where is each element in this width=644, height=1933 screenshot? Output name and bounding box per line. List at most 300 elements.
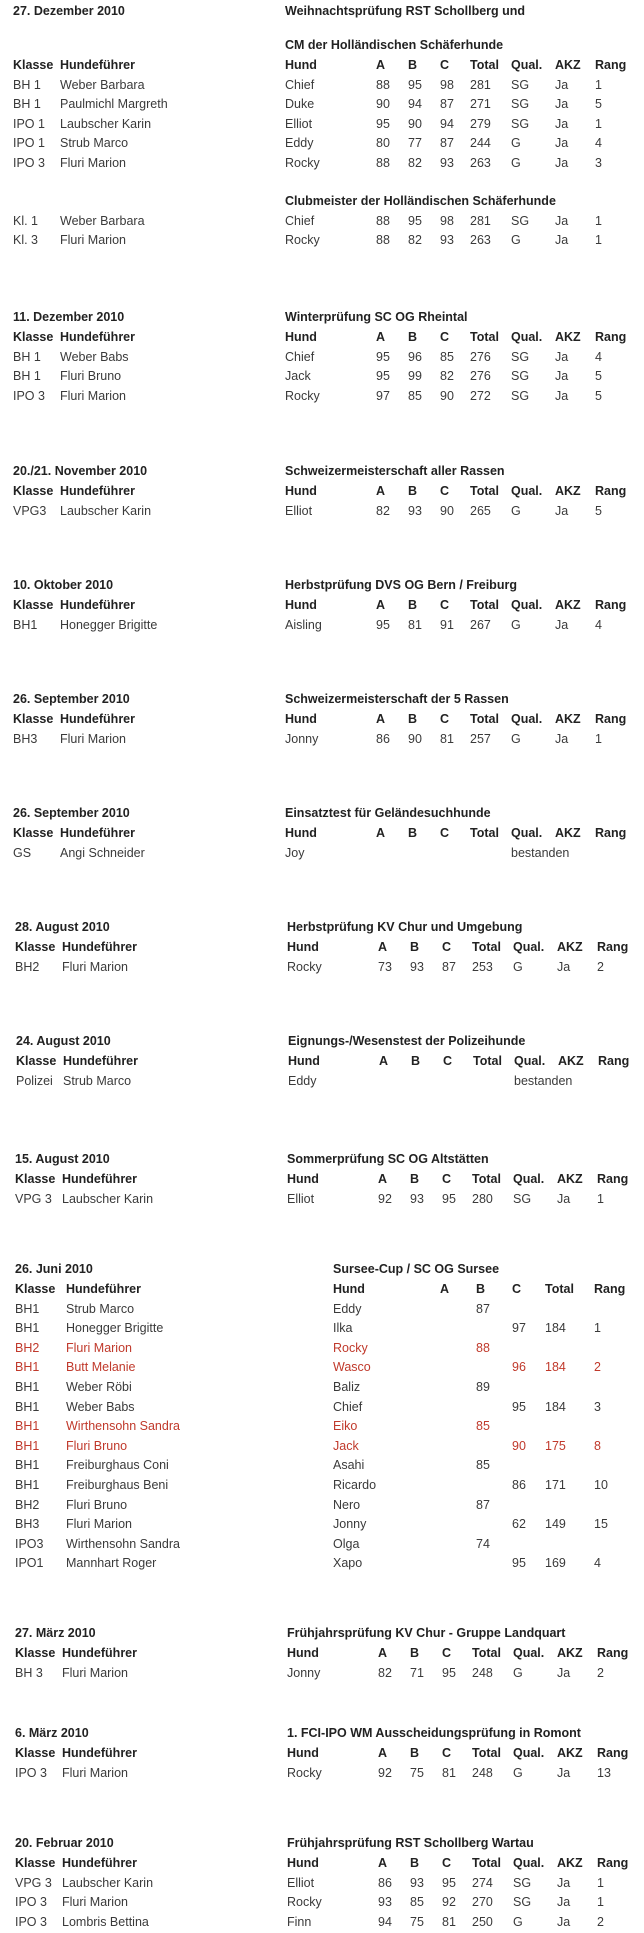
cell-klasse: VPG3 <box>13 503 47 518</box>
event-title: Schweizermeisterschaft aller Rassen <box>285 464 505 478</box>
header-hund: Hund <box>287 1856 319 1870</box>
cell-akz: Ja <box>555 233 569 248</box>
cell-b: 88 <box>476 1340 490 1355</box>
cell-c: 87 <box>442 959 456 974</box>
header-qual: Qual. <box>511 598 543 612</box>
cell-total: 267 <box>470 617 491 632</box>
cell-akz: Ja <box>555 156 569 170</box>
cell-hundefuehrer: Weber Babs <box>66 1399 135 1414</box>
header-qual: Qual. <box>511 712 543 726</box>
header-hund: Hund <box>287 1746 319 1760</box>
cell-hundefuehrer: Laubscher Karin <box>62 1191 154 1206</box>
cell-klasse: BH1 <box>13 617 38 632</box>
event-date: 10. Oktober 2010 <box>13 578 114 592</box>
cell-rang: 10 <box>594 1478 608 1492</box>
cell-a: 88 <box>376 233 390 248</box>
cell-total: 263 <box>470 156 491 170</box>
event-title: Einsatztest für Geländesuchhunde <box>285 806 491 820</box>
cell-hundefuehrer: Weber Barbara <box>60 213 145 228</box>
header-klasse: Klasse <box>15 1746 56 1760</box>
cell-hundefuehrer: Honegger Brigitte <box>66 1321 164 1336</box>
cell-total: 184 <box>545 1399 566 1414</box>
cell-hund: Chief <box>333 1399 363 1414</box>
cell-akz: Ja <box>555 349 569 364</box>
cell-hundefuehrer: Weber Röbi <box>66 1380 132 1394</box>
header-c: C <box>442 1856 452 1870</box>
header-a: A <box>379 1054 389 1068</box>
cell-hundefuehrer: Fluri Marion <box>66 1340 132 1355</box>
cell-hund: Asahi <box>333 1458 365 1473</box>
cell-rang: 2 <box>597 959 604 974</box>
header-rang: Rang <box>595 598 627 612</box>
cell-b: 82 <box>408 156 422 170</box>
cell-hundefuehrer: Angi Schneider <box>60 845 145 860</box>
cell-b: 85 <box>408 388 422 403</box>
cell-klasse: Kl. 1 <box>13 213 39 228</box>
cell-total: 270 <box>472 1895 493 1910</box>
header-hundefuehrer: Hundeführer <box>60 598 135 612</box>
header-total: Total <box>472 940 501 954</box>
header-klasse: Klasse <box>15 940 56 954</box>
header-rang: Rang <box>594 1282 626 1296</box>
header-c: C <box>440 330 450 344</box>
header-hundefuehrer: Hundeführer <box>63 1054 138 1068</box>
cell-rang: 1 <box>597 1875 604 1890</box>
cell-klasse: BH 1 <box>13 77 41 92</box>
cell-hundefuehrer: Laubscher Karin <box>60 116 152 131</box>
event-date: 28. August 2010 <box>15 920 110 934</box>
cell-rang: 15 <box>594 1517 608 1532</box>
cell-c: 98 <box>440 213 454 228</box>
header-qual: Qual. <box>513 1646 545 1660</box>
cell-hund: Elliot <box>287 1191 315 1206</box>
cell-total: 171 <box>545 1478 566 1492</box>
cell-hund: Wasco <box>333 1360 371 1375</box>
header-akz: AKZ <box>557 1172 583 1186</box>
header-hund: Hund <box>285 826 317 840</box>
cell-qual: G <box>511 617 521 632</box>
header-klasse: Klasse <box>13 598 54 612</box>
cell-rang: 4 <box>595 136 602 151</box>
header-total: Total <box>472 1172 501 1186</box>
cell-hund: Rocky <box>287 1765 322 1780</box>
cell-a: 73 <box>378 959 392 974</box>
header-rang: Rang <box>597 1856 629 1870</box>
cell-b: 93 <box>410 1875 424 1890</box>
header-hundefuehrer: Hundeführer <box>62 940 137 954</box>
header-total: Total <box>472 1746 501 1760</box>
cell-hundefuehrer: Fluri Marion <box>62 1665 128 1680</box>
header-a: A <box>376 58 386 72</box>
cell-klasse: IPO3 <box>15 1536 44 1551</box>
header-b: B <box>408 598 418 612</box>
cell-klasse: BH1 <box>15 1419 40 1434</box>
cell-b: 90 <box>408 116 422 131</box>
cell-total: 244 <box>470 136 491 151</box>
cell-total: 274 <box>472 1875 493 1890</box>
cell-rang: 5 <box>595 388 602 403</box>
header-klasse: Klasse <box>15 1856 56 1870</box>
event-title: Herbstprüfung DVS OG Bern / Freiburg <box>285 578 517 592</box>
header-c: C <box>440 58 450 72</box>
cell-qual: G <box>513 1914 523 1929</box>
cell-hundefuehrer: Fluri Marion <box>60 156 126 170</box>
cell-hundefuehrer: Honegger Brigitte <box>60 617 158 632</box>
cell-c: 90 <box>512 1438 526 1453</box>
cell-hundefuehrer: Freiburghaus Beni <box>66 1478 169 1492</box>
cell-klasse: BH3 <box>13 731 38 746</box>
header-a: A <box>440 1282 450 1296</box>
cell-klasse: BH3 <box>15 1517 40 1532</box>
header-akz: AKZ <box>555 330 581 344</box>
cell-hundefuehrer: Freiburghaus Coni <box>66 1458 169 1473</box>
cell-c: 90 <box>440 503 454 518</box>
event-date: 24. August 2010 <box>16 1034 111 1048</box>
cell-hundefuehrer: Fluri Marion <box>62 959 128 974</box>
cell-b: 75 <box>410 1914 424 1929</box>
cell-total: 175 <box>545 1438 566 1453</box>
cell-b: 95 <box>408 213 422 228</box>
cell-klasse: Kl. 3 <box>13 233 39 248</box>
header-hundefuehrer: Hundeführer <box>62 1172 137 1186</box>
cell-total: 276 <box>470 369 491 384</box>
cell-c: 81 <box>440 731 454 746</box>
cell-rang: 4 <box>595 617 602 632</box>
event-title: Frühjahrsprüfung RST Schollberg Wartau <box>287 1836 534 1850</box>
cell-klasse: BH 1 <box>13 97 41 112</box>
cell-a: 80 <box>376 136 390 151</box>
header-rang: Rang <box>595 712 627 726</box>
header-hundefuehrer: Hundeführer <box>60 712 135 726</box>
cell-akz: Ja <box>555 503 569 518</box>
cell-hund: Duke <box>285 97 315 112</box>
header-c: C <box>440 712 450 726</box>
cell-a: 82 <box>376 503 390 518</box>
cell-b: 90 <box>408 731 422 746</box>
event-title: Sommerprüfung SC OG Altstätten <box>287 1152 489 1166</box>
cell-c: 62 <box>512 1517 526 1532</box>
cell-c: 95 <box>442 1875 456 1890</box>
cell-a: 86 <box>376 731 390 746</box>
cell-b: 87 <box>476 1301 490 1316</box>
cell-qual: G <box>513 1665 523 1680</box>
header-klasse: Klasse <box>15 1646 56 1660</box>
header-qual: Qual. <box>513 940 545 954</box>
cell-rang: 13 <box>597 1765 611 1780</box>
cell-klasse: VPG 3 <box>15 1875 52 1890</box>
cell-rang: 1 <box>594 1321 601 1336</box>
cell-hund: Eddy <box>288 1073 317 1088</box>
cell-klasse: IPO 3 <box>13 156 45 170</box>
cell-a: 82 <box>378 1665 392 1680</box>
cell-hundefuehrer: Fluri Marion <box>62 1895 128 1910</box>
event-title: Herbstprüfung KV Chur und Umgebung <box>287 920 523 934</box>
header-klasse: Klasse <box>15 1172 56 1186</box>
header-akz: AKZ <box>555 826 581 840</box>
cell-b: 95 <box>408 77 422 92</box>
cell-hund: Nero <box>333 1497 361 1512</box>
cell-hund: Ricardo <box>333 1478 377 1492</box>
cell-hundefuehrer: Wirthensohn Sandra <box>66 1419 180 1434</box>
header-c: C <box>442 940 452 954</box>
header-hundefuehrer: Hundeführer <box>60 58 135 72</box>
cell-klasse: VPG 3 <box>15 1191 52 1206</box>
header-a: A <box>376 826 386 840</box>
cell-hund: Jonny <box>287 1665 321 1680</box>
header-qual: Qual. <box>511 58 543 72</box>
cell-rang: 1 <box>595 731 602 746</box>
cell-klasse: BH1 <box>15 1360 40 1375</box>
header-hundefuehrer: Hundeführer <box>66 1282 141 1296</box>
cell-total: 281 <box>470 77 491 92</box>
cell-akz: Ja <box>557 1765 571 1780</box>
header-b: B <box>411 1054 421 1068</box>
cell-klasse: IPO 1 <box>13 136 45 151</box>
cell-qual: SG <box>511 97 530 112</box>
header-akz: AKZ <box>558 1054 584 1068</box>
cell-a: 92 <box>378 1765 392 1780</box>
header-hundefuehrer: Hundeführer <box>60 330 135 344</box>
event-title: Schweizermeisterschaft der 5 Rassen <box>285 692 509 706</box>
cell-hundefuehrer: Strub Marco <box>66 1301 135 1316</box>
header-hund: Hund <box>285 598 317 612</box>
cell-hundefuehrer: Strub Marco <box>63 1073 132 1088</box>
header-rang: Rang <box>597 940 629 954</box>
cell-qual: SG <box>511 116 530 131</box>
event-title: Frühjahrsprüfung KV Chur - Gruppe Landquart <box>287 1626 566 1640</box>
cell-hundefuehrer: Fluri Marion <box>60 233 126 248</box>
cell-rang: 1 <box>597 1895 604 1910</box>
cell-klasse: BH1 <box>15 1458 40 1473</box>
cell-hund: Olga <box>333 1536 360 1551</box>
cell-klasse: Polizei <box>16 1073 53 1088</box>
header-b: B <box>476 1282 486 1296</box>
cell-a: 95 <box>376 349 390 364</box>
cell-a: 95 <box>376 116 390 131</box>
cell-qual: G <box>513 959 523 974</box>
cell-klasse: IPO 3 <box>15 1895 47 1910</box>
cell-qual: SG <box>511 369 530 384</box>
header-c: C <box>443 1054 453 1068</box>
header-hund: Hund <box>287 1646 319 1660</box>
header-qual: Qual. <box>511 484 543 498</box>
cell-akz: Ja <box>557 1665 571 1680</box>
event-date: 26. September 2010 <box>13 806 130 820</box>
header-c: C <box>442 1172 452 1186</box>
header-qual: Qual. <box>513 1856 545 1870</box>
cell-rang: 1 <box>595 116 602 131</box>
header-total: Total <box>473 1054 502 1068</box>
cell-hundefuehrer: Fluri Marion <box>60 388 126 403</box>
cell-akz: Ja <box>555 369 569 384</box>
cell-qual: SG <box>511 388 530 403</box>
cell-b: 96 <box>408 349 422 364</box>
cell-klasse: BH2 <box>15 1340 40 1355</box>
cell-hund: Eddy <box>333 1301 362 1316</box>
cell-hundefuehrer: Lombris Bettina <box>62 1914 149 1929</box>
cell-total: 184 <box>545 1360 566 1375</box>
cell-hund: Jonny <box>285 731 319 746</box>
cell-a: 90 <box>376 97 390 112</box>
cell-total: 276 <box>470 349 491 364</box>
header-b: B <box>408 484 418 498</box>
header-rang: Rang <box>595 330 627 344</box>
header-total: Total <box>470 330 499 344</box>
header-klasse: Klasse <box>13 712 54 726</box>
header-hundefuehrer: Hundeführer <box>60 826 135 840</box>
header-a: A <box>376 598 386 612</box>
cell-qual: SG <box>513 1875 532 1890</box>
event-title: Winterprüfung SC OG Rheintal <box>285 310 468 324</box>
cell-b: 87 <box>476 1497 490 1512</box>
cell-klasse: BH1 <box>15 1438 40 1453</box>
header-total: Total <box>545 1282 574 1296</box>
cell-hund: Finn <box>287 1914 312 1929</box>
cell-akz: Ja <box>557 1875 571 1890</box>
header-hund: Hund <box>288 1054 320 1068</box>
cell-hundefuehrer: Weber Babs <box>60 349 129 364</box>
cell-klasse: BH 1 <box>13 369 41 384</box>
cell-c: 82 <box>440 369 454 384</box>
cell-hund: Xapo <box>333 1556 363 1571</box>
cell-total: 281 <box>470 213 491 228</box>
cell-total: 184 <box>545 1321 566 1336</box>
cell-hund: Joy <box>285 845 305 860</box>
header-hund: Hund <box>287 940 319 954</box>
cell-hund: Eiko <box>333 1419 358 1434</box>
cell-c: 91 <box>440 617 454 632</box>
cell-a: 93 <box>378 1895 392 1910</box>
cell-klasse: IPO 3 <box>15 1765 47 1780</box>
cell-akz: Ja <box>555 77 569 92</box>
cell-c: 95 <box>442 1191 456 1206</box>
cell-hund: Jonny <box>333 1517 367 1532</box>
header-c: C <box>440 484 450 498</box>
cell-rang: 1 <box>595 213 602 228</box>
cell-total: 248 <box>472 1765 493 1780</box>
header-hundefuehrer: Hundeführer <box>62 1746 137 1760</box>
cell-rang: 2 <box>594 1360 601 1375</box>
cell-hund: Jack <box>285 369 311 384</box>
header-a: A <box>378 1856 388 1870</box>
cell-hundefuehrer: Butt Melanie <box>66 1360 136 1375</box>
cell-qual: SG <box>511 213 530 228</box>
cell-hund: Chief <box>285 213 315 228</box>
cell-qual: G <box>511 156 521 170</box>
header-hund: Hund <box>285 484 317 498</box>
cell-c: 94 <box>440 116 454 131</box>
cell-b: 93 <box>410 959 424 974</box>
cell-a: 94 <box>378 1914 392 1929</box>
cell-b: 93 <box>408 503 422 518</box>
cell-hund: Chief <box>285 349 315 364</box>
cell-total: 279 <box>470 116 491 131</box>
header-total: Total <box>470 58 499 72</box>
event-title: Sursee-Cup / SC OG Sursee <box>333 1262 500 1276</box>
event-date: 26. Juni 2010 <box>15 1262 93 1276</box>
header-qual: Qual. <box>511 826 543 840</box>
cell-klasse: BH1 <box>15 1399 40 1414</box>
header-c: C <box>442 1746 452 1760</box>
cell-b: 85 <box>476 1419 490 1434</box>
cell-hundefuehrer: Fluri Bruno <box>60 369 122 384</box>
header-qual: Qual. <box>513 1172 545 1186</box>
event-date: 20. Februar 2010 <box>15 1836 114 1850</box>
cell-rang: 5 <box>595 369 602 384</box>
cell-a: 88 <box>376 156 390 170</box>
cell-total: 250 <box>472 1914 493 1929</box>
cell-hundefuehrer: Fluri Marion <box>60 731 126 746</box>
cell-c: 87 <box>440 136 454 151</box>
event-date: 20./21. November 2010 <box>13 464 148 478</box>
header-c: C <box>442 1646 452 1660</box>
cell-c: 95 <box>512 1399 526 1414</box>
cell-hund: Rocky <box>285 233 320 248</box>
cell-klasse: BH2 <box>15 1497 40 1512</box>
header-rang: Rang <box>597 1172 629 1186</box>
cell-hundefuehrer: Wirthensohn Sandra <box>66 1536 180 1551</box>
cell-c: 98 <box>440 77 454 92</box>
header-hund: Hund <box>333 1282 365 1296</box>
cell-total: 248 <box>472 1665 493 1680</box>
event-subtitle: CM der Holländischen Schäferhunde <box>285 38 504 52</box>
cell-rang: 4 <box>595 349 602 364</box>
cell-rang: 1 <box>595 77 602 92</box>
header-total: Total <box>470 484 499 498</box>
cell-a: 88 <box>376 213 390 228</box>
cell-qual: G <box>511 233 521 248</box>
cell-hund: Rocky <box>285 156 320 170</box>
cell-b: 93 <box>410 1191 424 1206</box>
cell-akz: Ja <box>555 136 569 151</box>
header-b: B <box>410 1646 420 1660</box>
cell-hundefuehrer: Weber Barbara <box>60 77 145 92</box>
header-a: A <box>376 712 386 726</box>
event-date: 27. Dezember 2010 <box>13 4 125 18</box>
cell-klasse: BH 1 <box>13 349 41 364</box>
cell-b: 99 <box>408 369 422 384</box>
cell-b: 74 <box>476 1536 490 1551</box>
cell-hundefuehrer: Fluri Marion <box>62 1765 128 1780</box>
cell-hund: Baliz <box>333 1380 361 1394</box>
event-title: Eignungs-/Wesenstest der Polizeihunde <box>288 1034 526 1048</box>
header-klasse: Klasse <box>13 58 54 72</box>
cell-total: 169 <box>545 1556 566 1571</box>
header-hund: Hund <box>287 1172 319 1186</box>
cell-akz: Ja <box>557 1895 571 1910</box>
cell-qual: SG <box>511 77 530 92</box>
header-b: B <box>408 712 418 726</box>
header-rang: Rang <box>597 1746 629 1760</box>
header-total: Total <box>472 1856 501 1870</box>
cell-qual: G <box>511 503 521 518</box>
cell-hundefuehrer: Laubscher Karin <box>60 503 152 518</box>
cell-b: 82 <box>408 233 422 248</box>
cell-hund: Rocky <box>333 1340 368 1355</box>
cell-total: 263 <box>470 233 491 248</box>
cell-qual: SG <box>511 349 530 364</box>
header-a: A <box>378 1646 388 1660</box>
header-akz: AKZ <box>557 1856 583 1870</box>
cell-hund: Elliot <box>285 503 313 518</box>
cell-b: 85 <box>410 1895 424 1910</box>
header-b: B <box>410 940 420 954</box>
cell-klasse: BH1 <box>15 1301 40 1316</box>
header-a: A <box>376 484 386 498</box>
header-akz: AKZ <box>555 712 581 726</box>
cell-hundefuehrer: Fluri Bruno <box>66 1497 128 1512</box>
header-c: C <box>512 1282 522 1296</box>
